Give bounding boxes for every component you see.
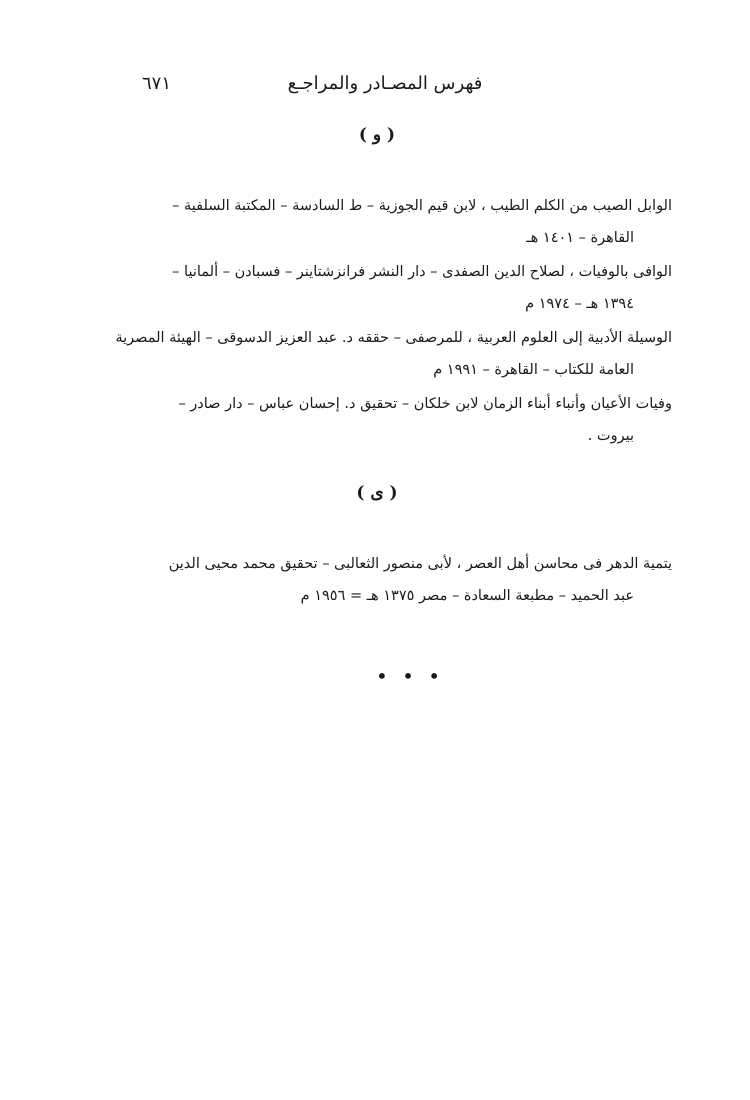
entry-list [72,548,672,612]
entry-line-continuation: عبد الحميد – مطبعة السعادة – مصر ١٣٧٥ هـ = ١٩٥٦ م [300,588,634,604]
entry-line: وفيات الأعيان وأنباء أبناء الزمان لابن خلكان – تحقيق د. إحسان عباس – دار صادر – [178,396,672,412]
entry-line: الوافى بالوفيات ، لصلاح الدين الصفدى – دار النشر فرانزشتاينر – فسبادن – ألمانيا – [172,264,672,280]
section-waw [72,120,672,454]
entry-line-continuation: العامة للكتاب – القاهرة – ١٩٩١ م [433,362,634,378]
list-item [72,388,672,452]
entry-line: الوابل الصيب من الكلم الطيب ، لابن قيم الجوزية – ط السادسة – المكتبة السلفية – [172,198,672,214]
list-item [72,322,672,386]
entry-line-continuation: القاهرة – ١٤٠١ هـ [526,230,634,246]
page-number: ٦٧١ [142,73,172,94]
section-ya [72,478,672,614]
entry-line: الوسيلة الأدبية إلى العلوم العربية ، للمرصفى – حققه د. عبد العزيز الدسوقى – الهيئة المصرية [115,330,672,346]
section-heading: ( و ) [358,125,396,145]
entry-line-continuation: ١٣٩٤ هـ – ١٩٧٤ م [525,296,634,312]
section-heading: ( ى ) [356,483,398,503]
page-title: فهرس المصـادر والمراجـع [287,73,483,94]
entry-list [72,190,672,452]
list-item [72,190,672,254]
list-item [72,256,672,320]
list-item [72,548,672,612]
entry-line-continuation: بيروت . [587,428,634,444]
end-ornament: • • • [375,664,445,688]
entry-line: يتمية الدهر فى محاسن أهل العصر ، لأبى منصور الثعالبى – تحقيق محمد محيى الدين [168,556,672,572]
